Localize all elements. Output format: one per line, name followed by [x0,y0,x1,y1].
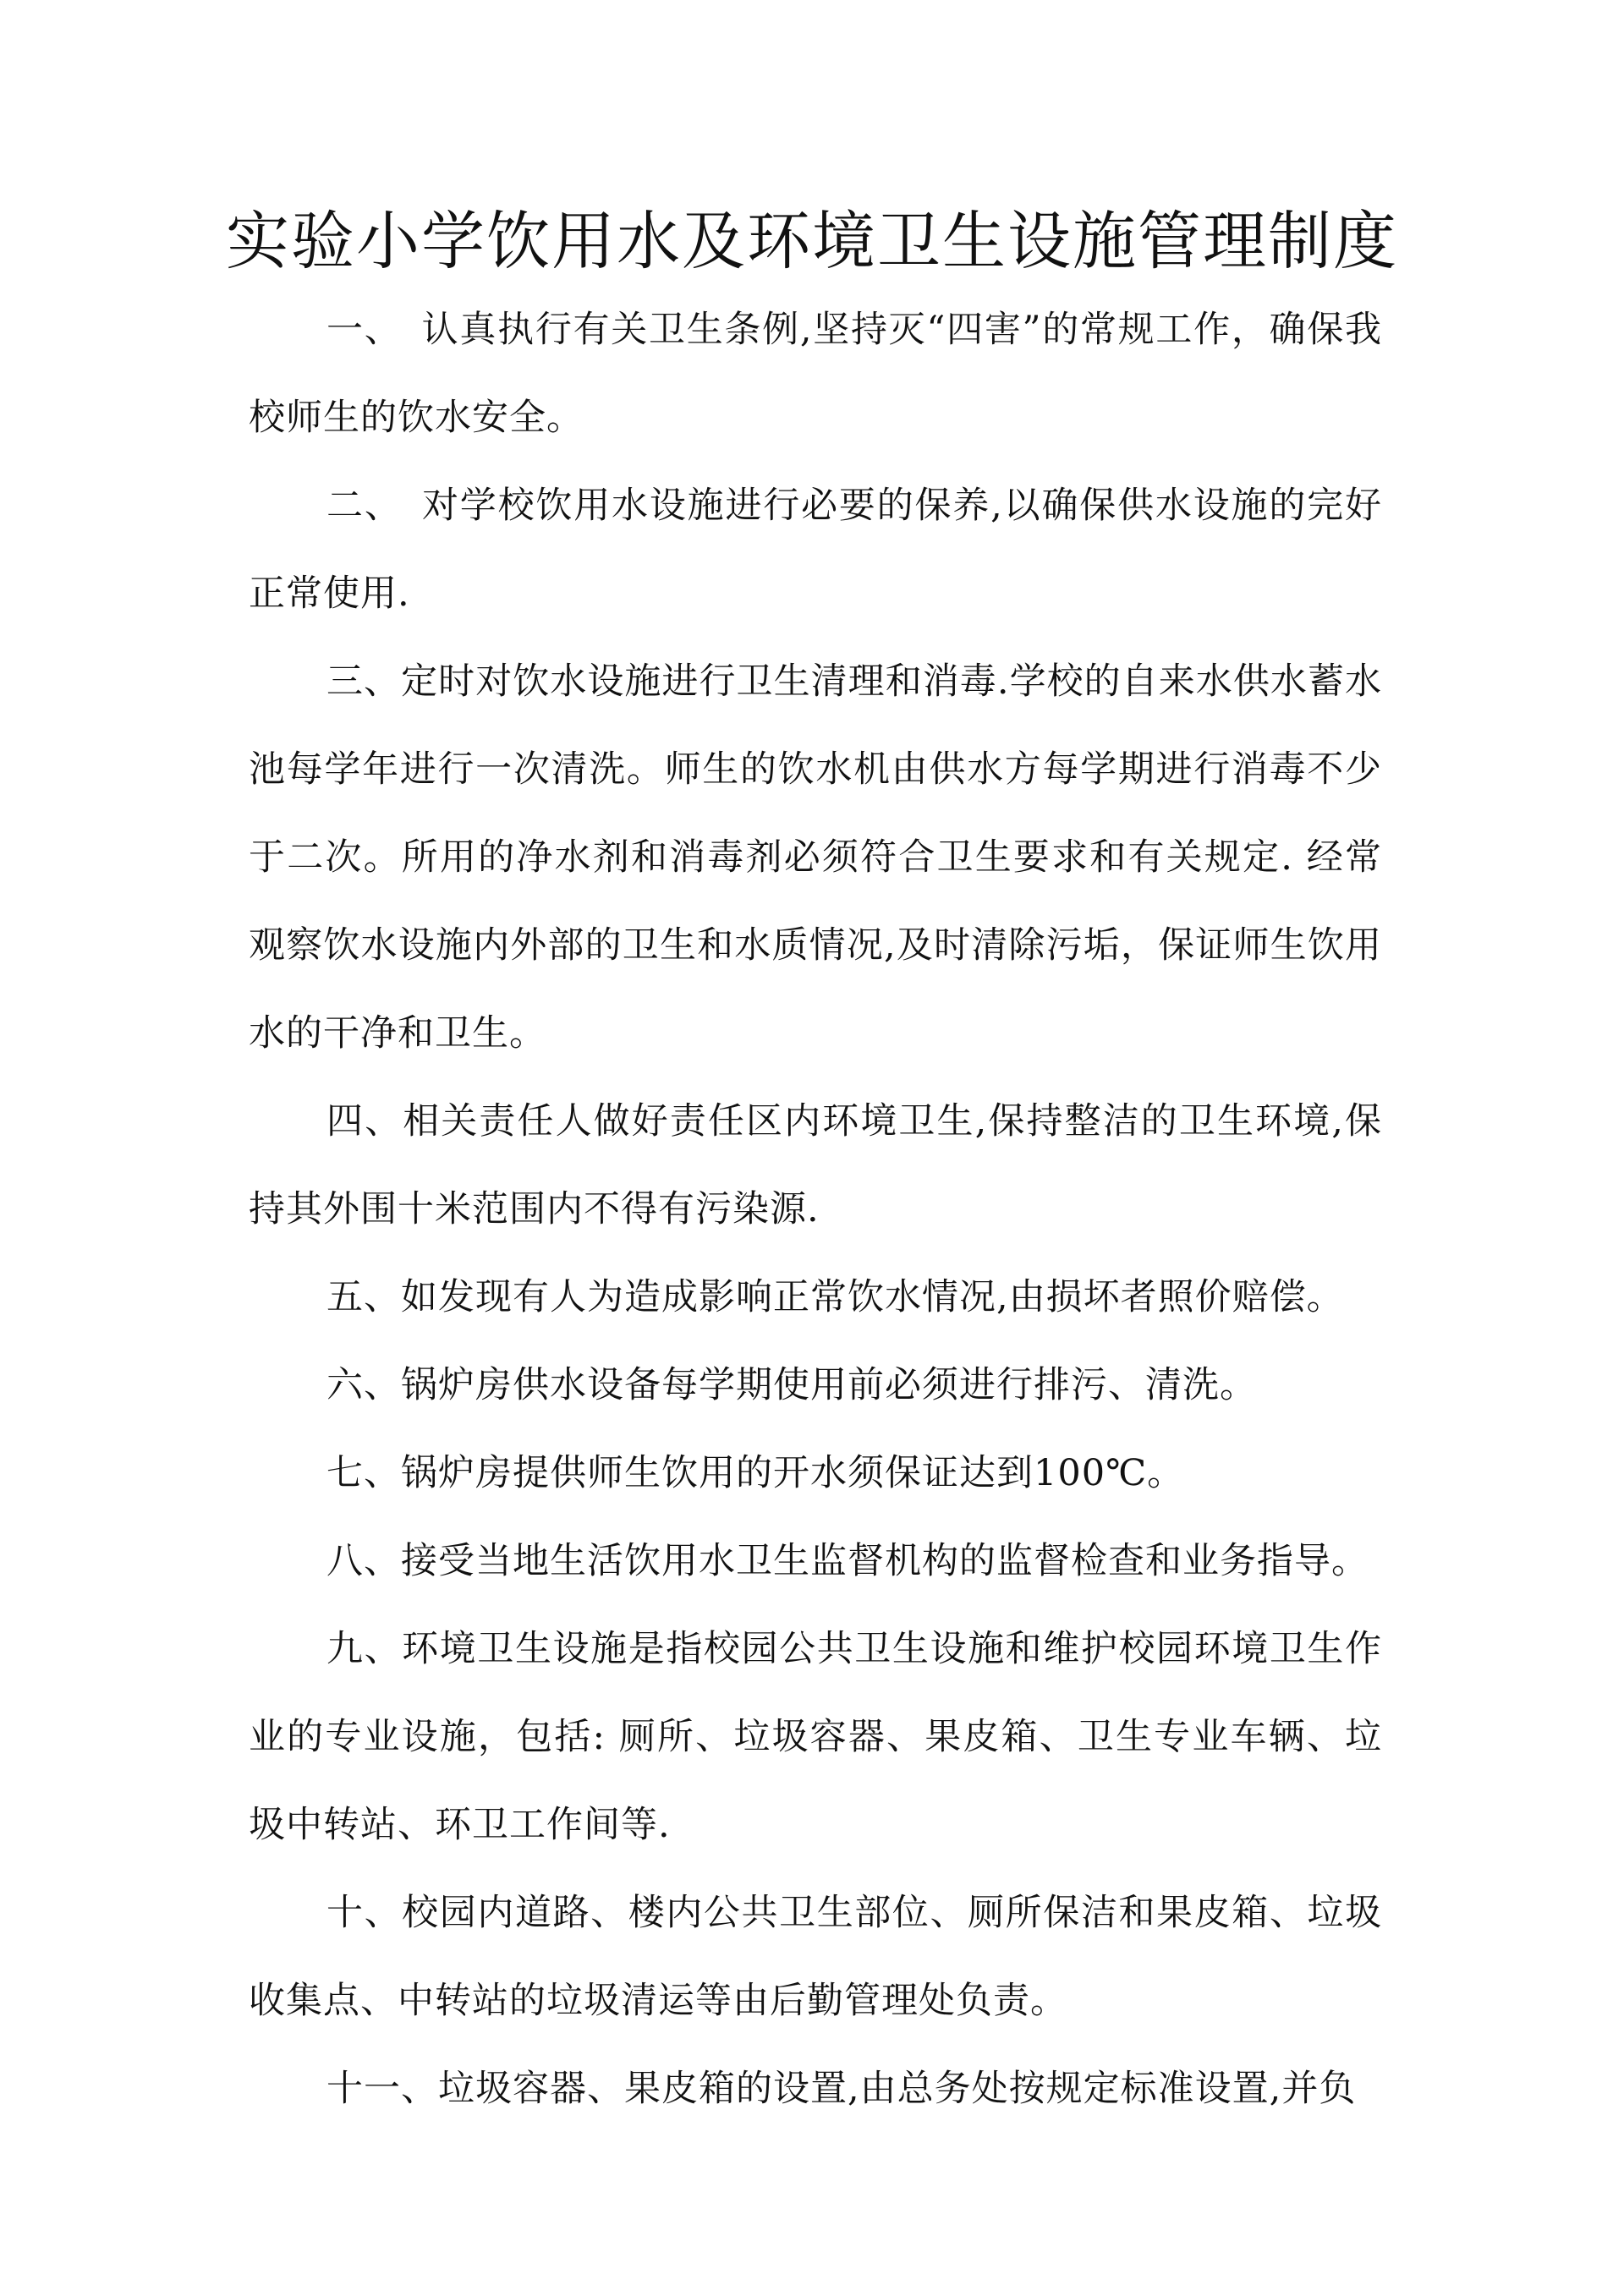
paragraph-7: 七、锅炉房提供师生饮用的开水须保证达到100℃。 [326,1452,1185,1494]
paragraph-2: 二、 对学校饮用水设施进行必要的保养,以确保供水设施的完好正常使用. [249,485,1382,615]
paragraph-9: 九、环境卫生设施是指校园公共卫生设施和维护校园环境卫生作业的专业设施，包括: 厕所、垃圾容器、果皮箱、卫生专业车辆、垃圾中转站、环卫工作间等. [249,1628,1382,1846]
paragraph-10: 十、校园内道路、楼内公共卫生部位、厕所保洁和果皮箱、垃圾收集点、中转站的垃圾清运等由后勤管理处负责。 [249,1892,1382,2022]
paragraph-8: 八、接受当地生活饮用水卫生监督机构的监督检查和业务指导。 [326,1540,1369,1582]
paragraph-3: 三、定时对饮水设施进行卫生清理和消毒.学校的自来水供水蓄水池每学年进行一次清洗。师生的饮水机由供水方每学期进行消毒不少于二次。所用的净水剂和消毒剂必须符合卫生要求和有关规定. 经常观察饮水设施内外部的卫生和水质情况,及时清除污垢，保证师生饮用水的干净和卫生。 [249,660,1382,1055]
paragraph-4: 四、相关责任人做好责任区内环境卫生,保持整洁的卫生环境,保持其外围十米范围内不得有污染源. [249,1100,1382,1230]
paragraph-5: 五、如发现有人为造成影响正常饮水情况,由损坏者照价赔偿。 [326,1276,1344,1318]
paragraph-6: 六、锅炉房供水设备每学期使用前必须进行排污、清洗。 [326,1364,1257,1406]
paragraph-11: 十一、垃圾容器、果皮箱的设置,由总务处按规定标准设置,并负 [326,2068,1357,2110]
paragraph-1: 一、 认真执行有关卫生条例,坚持灭“四害”的常规工作，确保我校师生的饮水安全。 [249,309,1382,439]
document-title: 实验小学饮用水及环境卫生设施管理制度 [225,204,1398,278]
document-body [249,286,1382,2133]
